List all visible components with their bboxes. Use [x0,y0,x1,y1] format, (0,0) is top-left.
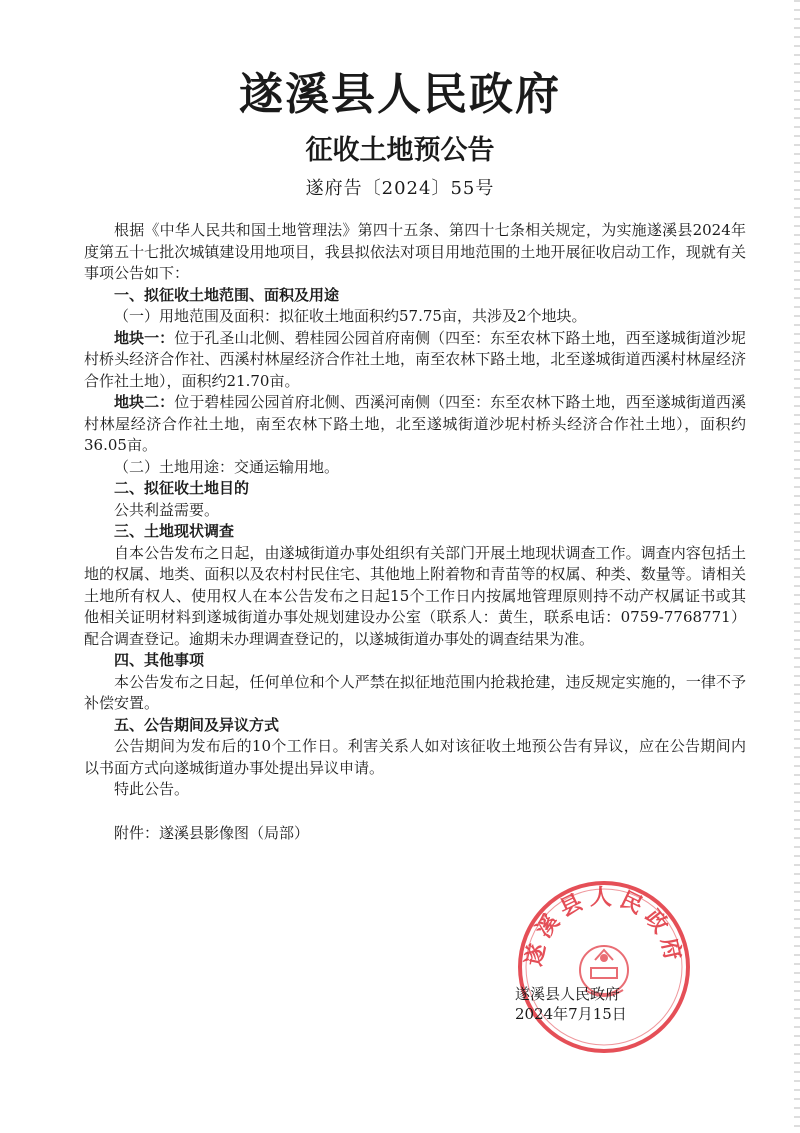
section-5-text: 公告期间为发布后的10个工作日。利害关系人如对该征收土地预公告有异议，应在公告期间内以书面方式向遂城街道办事处提出异议申请。 [84,737,746,777]
plot-2-label: 地块二： [114,393,175,411]
section-5-heading: 五、公告期间及异议方式 [114,715,280,734]
section-1-heading: 一、拟征收土地范围、面积及用途 [114,285,340,304]
plot-2-text: 位于碧桂园公园首府北侧、西溪河南侧（四至：东至农林下路土地，西至遂城街道西溪村林屋经济合作社土地，南至农林下路土地，北至遂城街道沙坭村桥头经济合作社土地），面积约36.05亩。 [84,393,746,454]
signature-date: 2024年7月15日 [515,1005,627,1023]
attachment-note: 附件：遂溪县影像图（局部） [114,823,310,842]
section-1-scope: （一）用地范围及面积：拟征收土地面积约57.75亩，共涉及2个地块。 [114,307,587,325]
section-4-text: 本公告发布之日起，任何单位和个人严禁在拟征地范围内抢栽抢建，违反规定实施的，一律不予补偿安置。 [84,672,746,712]
section-3-heading: 三、土地现状调查 [114,522,235,540]
document-title: 征收土地预公告 [305,135,495,166]
section-4-heading: 四、其他事项 [114,651,205,669]
spacer [84,801,746,823]
signature-org: 遂溪县人民政府 [515,985,621,1003]
closing-text: 特此公告。 [114,780,190,798]
scan-edge [794,0,800,1133]
section-3-text: 自本公告发布之日起，由遂城街道办事处组织有关部门开展土地现状调查工作。调查内容包括土地的权属、地类、面积以及农村村民住宅、其他地上附着物和青苗等的权属、种类、数量等。请相关土地所有权人、使用权人在本公告发布之日起15个工作日内按属地管理原则持不动产权属证书或其他相关证明材料到遂城街道办事处规划建设办公室（联系人：黄生，联系电话：0759-7768771）配合调查登记。逾期未办理调查登记的，以遂城街道办事处的调查结果为准。 [84,543,746,648]
issuing-authority: 遂溪县人民政府 [239,69,561,120]
intro-paragraph: 根据《中华人民共和国土地管理法》第四十五条、第四十七条相关规定，为实施遂溪县2024年度第五十七批次城镇建设用地项目，我县拟依法对项目用地范围的土地开展征收启动工作，现就有关事项公告如下： [84,221,746,282]
section-2-text: 公共利益需要。 [114,500,220,519]
document-body [84,220,746,844]
official-seal [515,878,693,1056]
plot-1-text: 位于孔圣山北侧、碧桂园公园首府南侧（四至：东至农林下路土地，西至遂城街道沙坭村桥头经济合作社、西溪村林屋经济合作社土地，南至农林下路土地，北至遂城街道西溪村林屋经济合作社土地），面积约21.70亩。 [84,328,746,390]
plot-1-label: 地块一： [114,328,175,347]
plot-2-paragraph [84,392,746,457]
document-number: 遂府告〔2024〕55号 [305,178,495,199]
seal-text: 遂溪县人民政府 [520,884,688,969]
plot-1-paragraph [84,328,746,393]
section-1-usage: （二）土地用途：交通运输用地。 [114,457,340,476]
section-2-heading: 二、拟征收土地目的 [114,479,250,497]
